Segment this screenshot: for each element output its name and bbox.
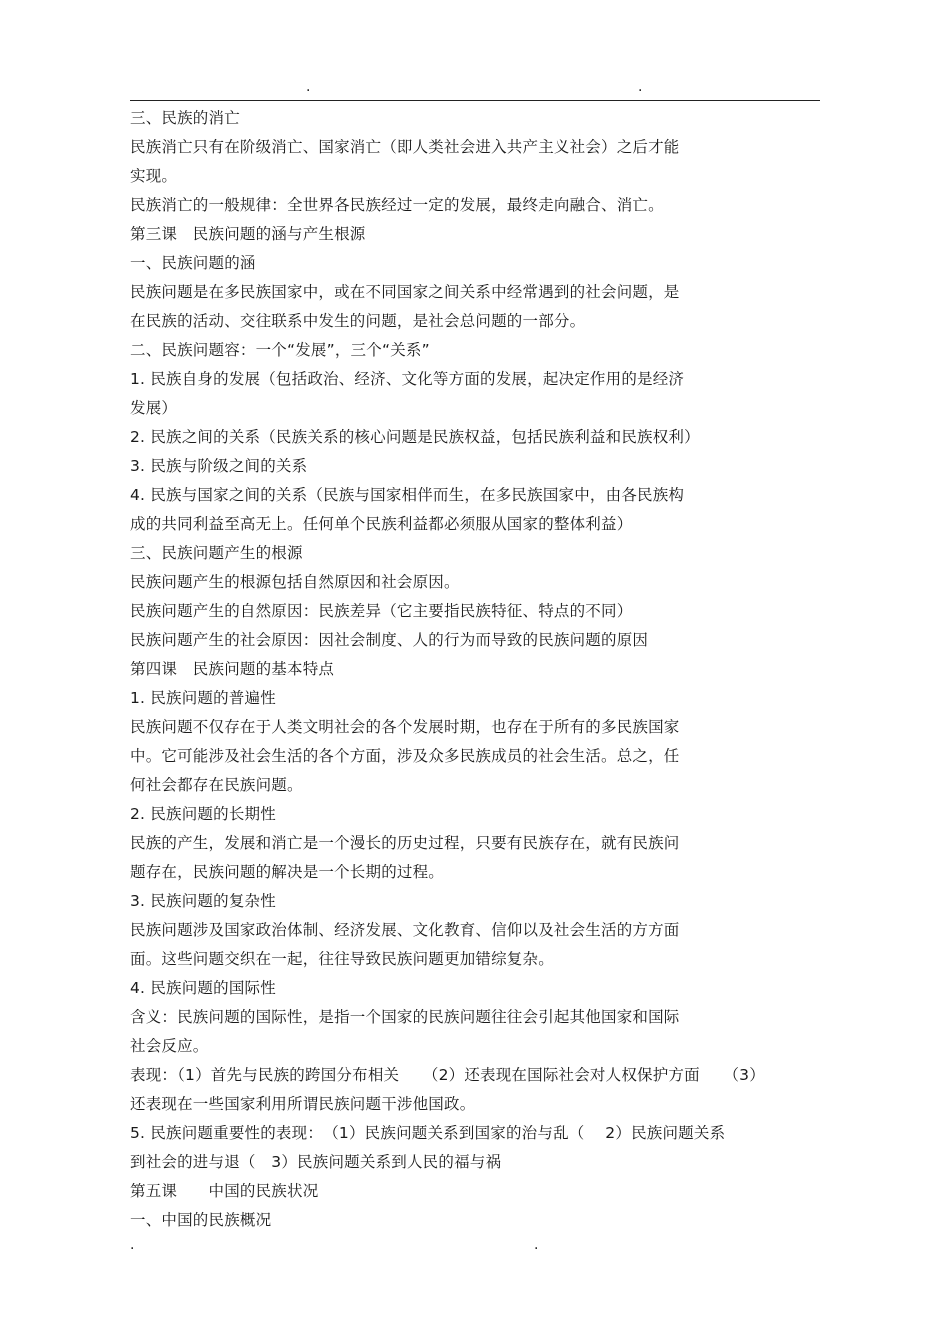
text-line: 在民族的活动、交往联系中发生的问题，是社会总问题的一部分。 — [130, 312, 586, 330]
text-line: 实现。 — [130, 167, 178, 185]
text-line: 4. 民族问题的国际性 — [130, 979, 276, 997]
text-line: 面。这些问题交织在一起，往往导致民族问题更加错综复杂。 — [130, 950, 554, 968]
text-line: 民族问题产生的自然原因：民族差异（它主要指民族特征、特点的不同） — [130, 602, 633, 620]
text-line: 3. 民族问题的复杂性 — [130, 892, 276, 910]
text-line: 还表现在一些国家利用所谓民族问题干涉他国政。 — [130, 1095, 476, 1113]
text-line: 第三课 民族问题的涵与产生根源 — [130, 225, 366, 243]
text-line: 1. 民族问题的普遍性 — [130, 689, 276, 707]
text-line: 表现：（1）首先与民族的跨国分布相关 （2）还表现在国际社会对人权保护方面 （3） — [130, 1066, 765, 1084]
header-dot-right: . — [638, 79, 643, 95]
text-line: 民族问题产生的根源包括自然原因和社会原因。 — [130, 573, 460, 591]
text-line: 第五课 中国的民族状况 — [130, 1182, 319, 1200]
text-line: 民族消亡的一般规律：全世界各民族经过一定的发展，最终走向融合、消亡。 — [130, 196, 664, 214]
text-line: 三、民族的消亡 — [130, 109, 240, 127]
document-body — [130, 104, 830, 1235]
text-line: 5. 民族问题重要性的表现： （1）民族问题关系到国家的治与乱（ 2）民族问题关系 — [130, 1124, 726, 1142]
text-line: 三、民族问题产生的根源 — [130, 544, 303, 562]
text-line: 发展） — [130, 399, 178, 417]
footer-dot-left: . — [130, 1237, 135, 1253]
text-line: 2. 民族问题的长期性 — [130, 805, 276, 823]
text-line: 含义：民族问题的国际性，是指一个国家的民族问题往往会引起其他国家和国际 — [130, 1008, 680, 1026]
footer-dot-right: . — [534, 1237, 539, 1253]
text-line: 民族问题涉及国家政治体制、经济发展、文化教育、信仰以及社会生活的方方面 — [130, 921, 680, 939]
text-line: 何社会都存在民族问题。 — [130, 776, 303, 794]
text-line: 中。它可能涉及社会生活的各个方面，涉及众多民族成员的社会生活。总之，任 — [130, 747, 680, 765]
text-line: 1. 民族自身的发展（包括政治、经济、文化等方面的发展，起决定作用的是经济 — [130, 370, 685, 388]
text-line: 民族问题是在多民族国家中，或在不同国家之间关系中经常遇到的社会问题，是 — [130, 283, 680, 301]
text-line: 4. 民族与国家之间的关系（民族与国家相伴而生，在多民族国家中，由各民族构 — [130, 486, 685, 504]
text-line: 一、中国的民族概况 — [130, 1211, 272, 1229]
text-line: 社会反应。 — [130, 1037, 209, 1055]
header-dot-left: . — [306, 79, 311, 95]
text-line: 民族的产生，发展和消亡是一个漫长的历史过程，只要有民族存在，就有民族问 — [130, 834, 680, 852]
text-line: 二、民族问题容：一个“发展”，三个“关系” — [130, 341, 430, 359]
text-line: 3. 民族与阶级之间的关系 — [130, 457, 308, 475]
text-line: 民族消亡只有在阶级消亡、国家消亡（即人类社会进入共产主义社会）之后才能 — [130, 138, 680, 156]
text-line: 一、民族问题的涵 — [130, 254, 256, 272]
text-line: 第四课 民族问题的基本特点 — [130, 660, 335, 678]
text-line: 到社会的进与退（ 3）民族问题关系到人民的福与祸 — [130, 1153, 502, 1171]
text-line: 题存在，民族问题的解决是一个长期的过程。 — [130, 863, 445, 881]
header-rule — [130, 100, 820, 101]
text-line: 成的共同利益至高无上。任何单个民族利益都必须服从国家的整体利益） — [130, 515, 633, 533]
text-line: 民族问题不仅存在于人类文明社会的各个发展时期，也存在于所有的多民族国家 — [130, 718, 680, 736]
text-line: 2. 民族之间的关系（民族关系的核心问题是民族权益，包括民族利益和民族权利） — [130, 428, 700, 446]
text-line: 民族问题产生的社会原因：因社会制度、人的行为而导致的民族问题的原因 — [130, 631, 649, 649]
